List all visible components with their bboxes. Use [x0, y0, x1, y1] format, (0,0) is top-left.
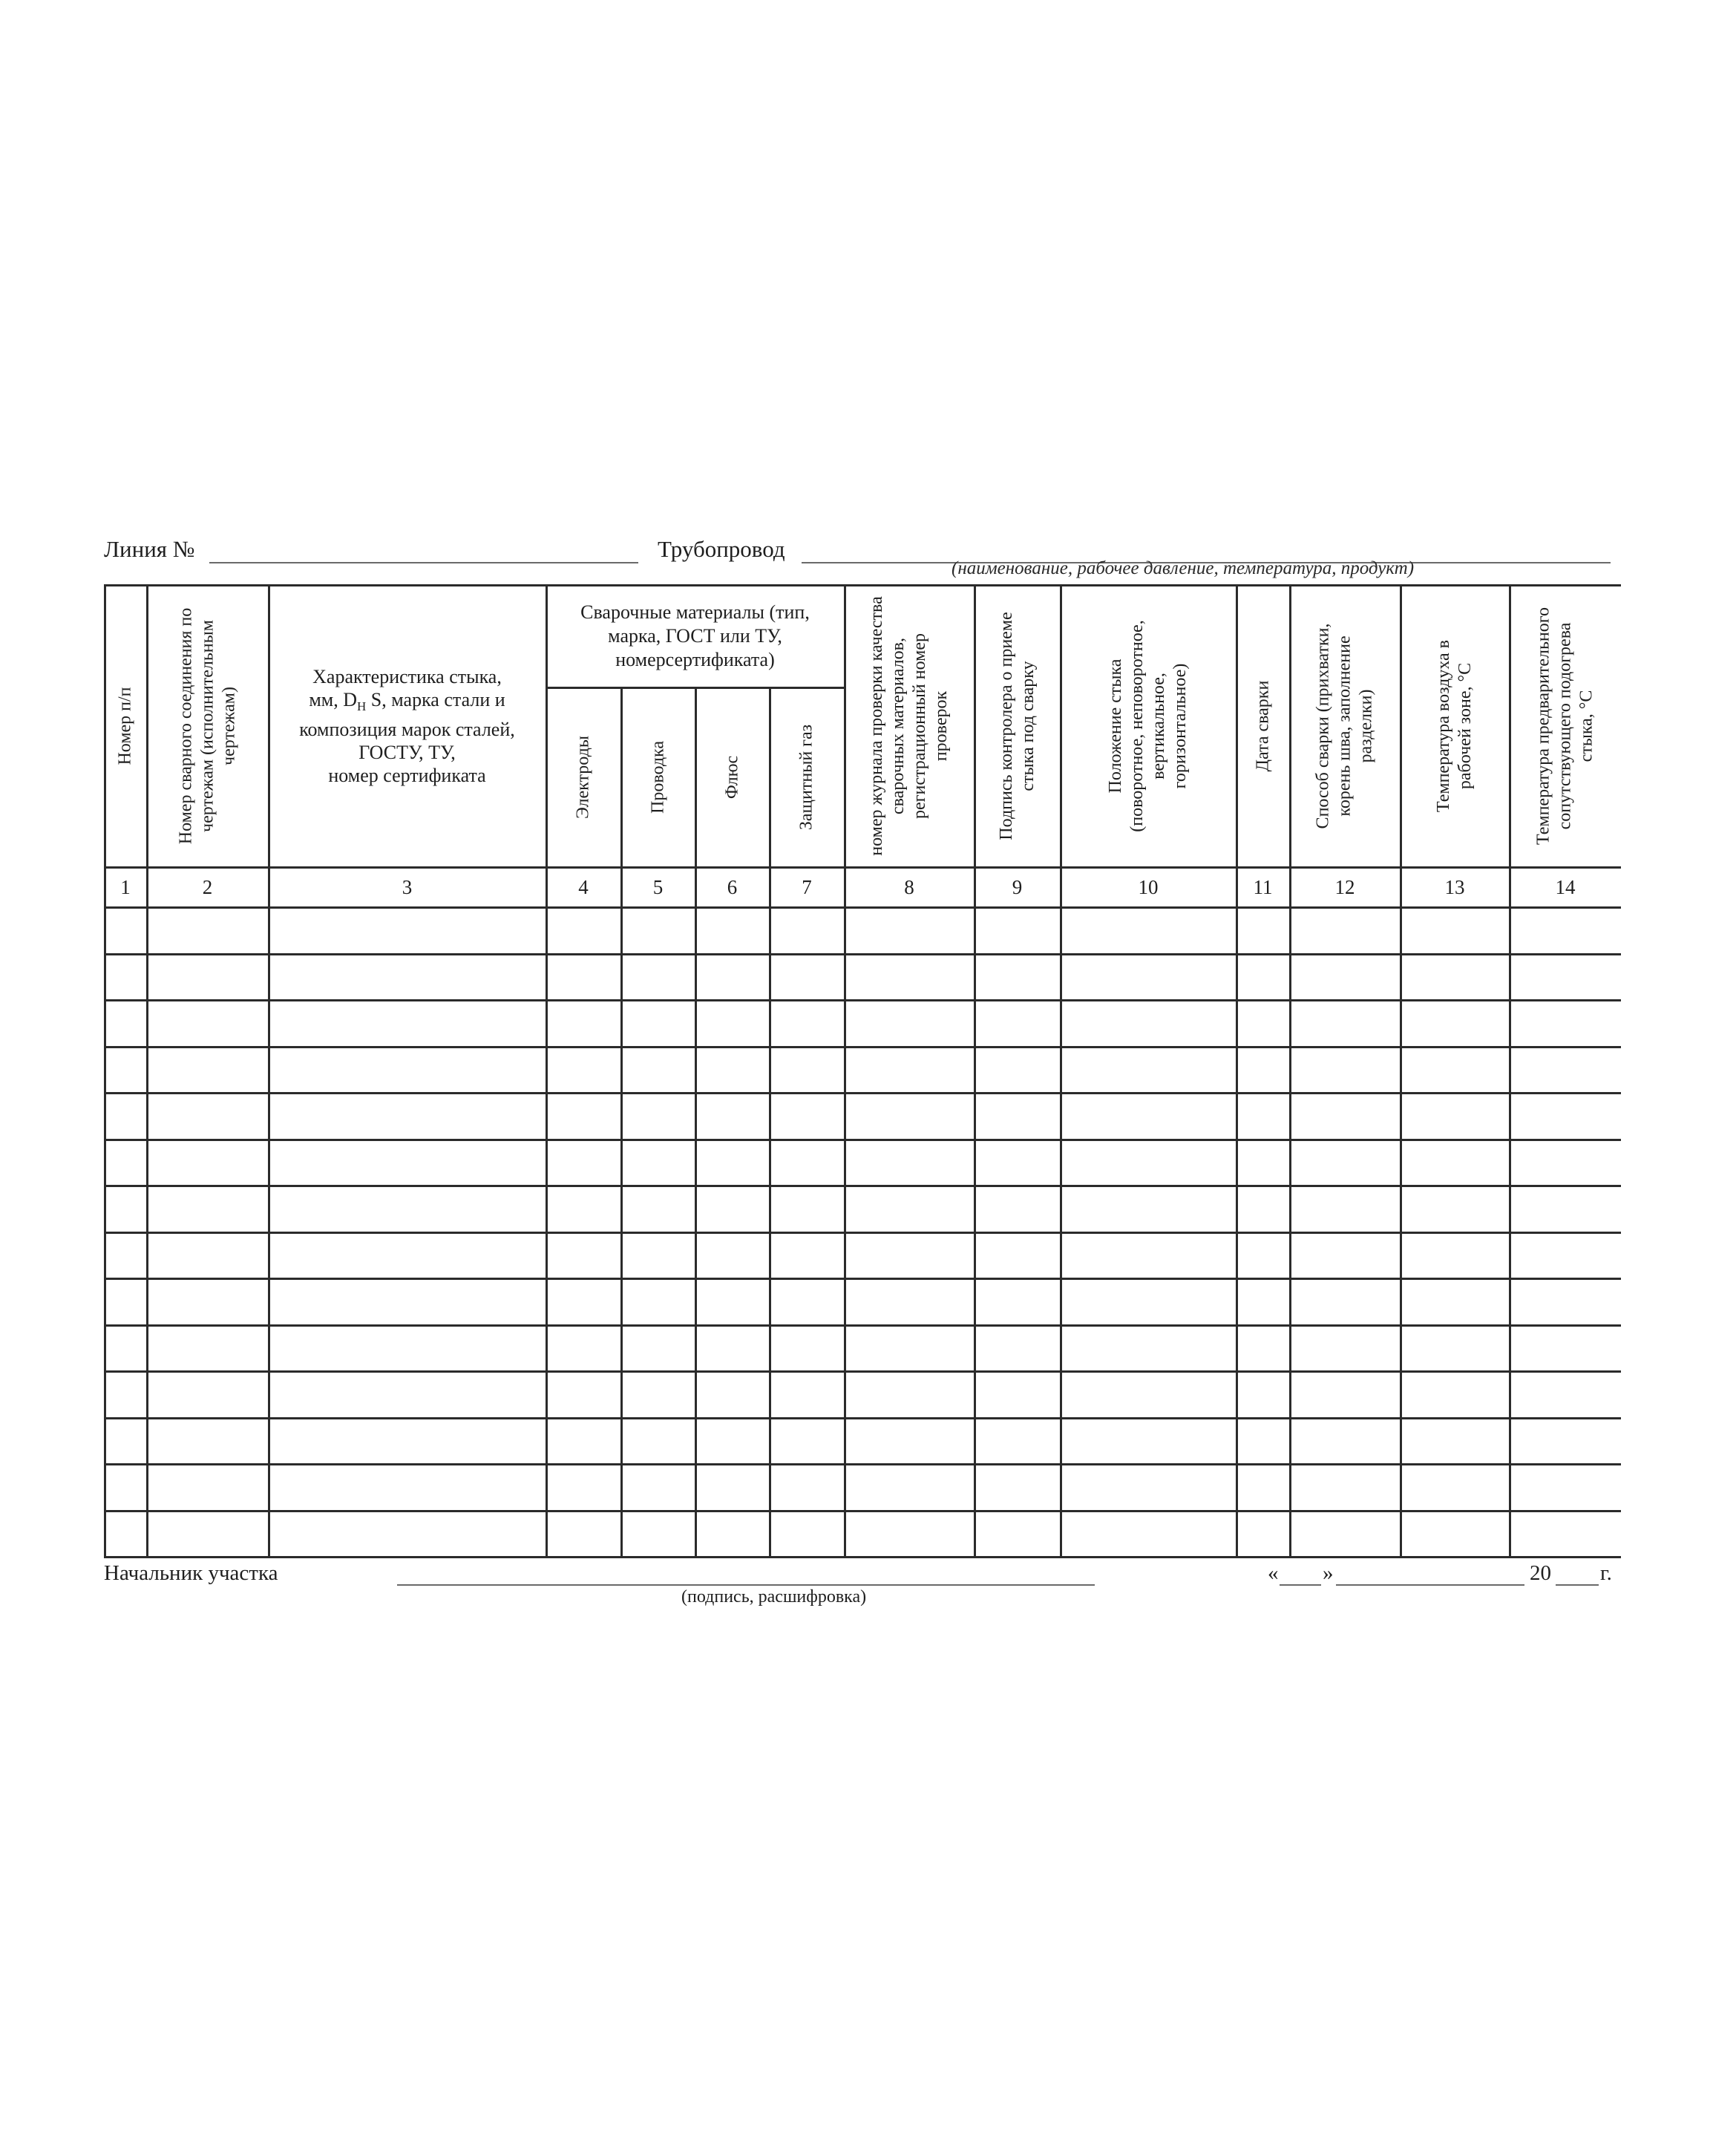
col-number-3: 3 [402, 876, 413, 898]
col-number-4: 4 [578, 876, 589, 898]
col-header-4 [546, 688, 620, 866]
table-row-border [104, 1139, 1621, 1141]
col-header-6-text: Флюс [722, 755, 741, 800]
col-number-10: 10 [1138, 876, 1159, 898]
month-field[interactable] [1336, 1584, 1524, 1586]
table-row-border [104, 1417, 1621, 1419]
col-header-1 [105, 586, 146, 866]
col-header-13-text: Температура воздуха в рабочей зоне, °С [1434, 639, 1475, 813]
col-header-6 [695, 688, 769, 866]
col-number-5: 5 [652, 876, 664, 898]
col-header-2-text: Номер сварного соединения по чертежам (исполнительным чертежам) [176, 607, 238, 845]
line-number-label: Линия № [104, 536, 195, 562]
numbers-row-border [104, 906, 1621, 909]
signature-hint: (подпись, расшифровка) [681, 1587, 867, 1607]
signature-field[interactable] [397, 1584, 1095, 1586]
col-header-8-text: номер журнала проверки качества сварочных материалов, регистрационный номер проверок [867, 596, 951, 856]
col-header-3-line1: Характеристика стыка, [312, 665, 502, 687]
table-row-border [104, 1278, 1621, 1280]
col-header-3-line3: композиция марок сталей, [299, 719, 515, 741]
col-header-8 [845, 586, 974, 866]
col-header-2 [147, 586, 268, 866]
col-header-3-line4: ГОСТУ, ТУ, [358, 742, 456, 764]
col-header-3-line2-pre: мм, D [309, 688, 358, 710]
table-row-border [104, 1232, 1621, 1234]
col-header-3-line2-post: S, марка стали и [366, 688, 505, 710]
col-header-3-line2 [299, 688, 515, 718]
col-header-10 [1061, 586, 1236, 866]
col-number-12: 12 [1334, 876, 1355, 898]
col-header-11-text: Дата сварки [1253, 680, 1272, 772]
year-suffix: г. [1600, 1561, 1612, 1585]
col-header-3-line2-sub: Н [357, 699, 367, 714]
col-number-6: 6 [727, 876, 738, 898]
col-number-9: 9 [1012, 876, 1023, 898]
col-header-1-text: Номер п/п [115, 687, 135, 765]
col-header-4-text: Электроды [573, 736, 593, 819]
col-header-5-text: Проводка [648, 741, 667, 814]
table-row-border [104, 1092, 1621, 1094]
col-header-11 [1237, 586, 1289, 866]
col-header-12 [1290, 586, 1400, 866]
table-row-border [104, 1463, 1621, 1465]
col-number-13: 13 [1444, 876, 1465, 898]
table-row-border [104, 1556, 1621, 1558]
day-field[interactable] [1280, 1584, 1321, 1586]
col-number-8: 8 [904, 876, 914, 898]
col-header-5 [621, 688, 695, 866]
col-number-11: 11 [1253, 876, 1273, 898]
col-header-3-line5: номер сертификата [328, 765, 486, 787]
date-close-quote: » [1323, 1561, 1334, 1585]
table-row-border [104, 1185, 1621, 1187]
year-field[interactable] [1556, 1584, 1599, 1586]
col-header-9 [975, 586, 1060, 866]
col-number-1: 1 [120, 876, 131, 898]
col-number-2: 2 [202, 876, 213, 898]
group-header-text: Сварочные материалы (тип, марка, ГОСТ или ТУ, номерсертификата) [580, 601, 810, 670]
col-header-13 [1401, 586, 1509, 866]
date-open-quote: « [1268, 1561, 1279, 1585]
table-row-border [104, 953, 1621, 955]
col-header-7 [770, 688, 844, 866]
col-number-7: 7 [802, 876, 812, 898]
col-number-14: 14 [1555, 876, 1576, 898]
col-header-9-text: Подпись контролера о приеме стыка под сварку [996, 612, 1038, 840]
col-header-10-text: Положение стыка (поворотное, неповоротное, вертикальное, горизонтальное) [1106, 620, 1190, 832]
col-header-14-text: Температура предварительного сопутствующего подогрева стыка, °С [1533, 607, 1596, 845]
table-row-border [104, 1046, 1621, 1048]
chief-label: Начальник участка [104, 1561, 278, 1585]
col-header-7-text: Защитный газ [796, 724, 816, 831]
table-row-border [104, 1510, 1621, 1512]
pipeline-label: Трубопровод [658, 536, 785, 562]
col-header-12-text: Способ сварки (прихватки, корень шва, заполнение разделки) [1313, 623, 1376, 829]
col-header-3 [269, 586, 546, 866]
group-header-welding-materials [546, 586, 844, 687]
col-header-14 [1510, 586, 1621, 866]
table-row-border [104, 1324, 1621, 1327]
table-row-border [104, 1370, 1621, 1373]
pipeline-hint: (наименование, рабочее давление, температура, продукт) [951, 558, 1415, 578]
table-row-border [104, 999, 1621, 1001]
year-prefix: 20 [1530, 1561, 1551, 1585]
line-number-field[interactable] [209, 562, 638, 563]
